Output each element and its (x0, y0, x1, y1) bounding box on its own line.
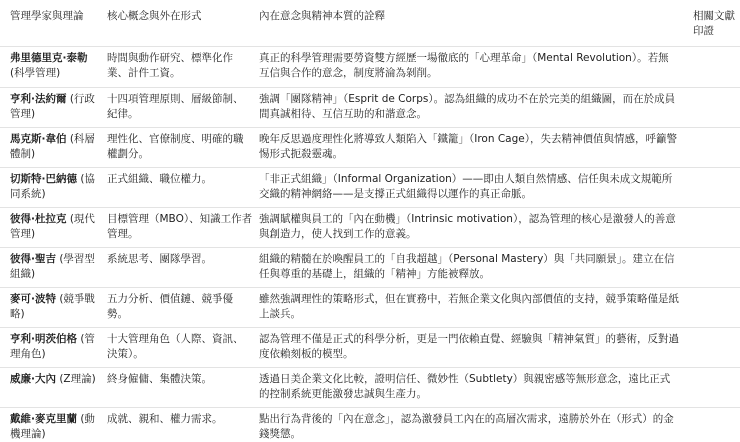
table-row (0, 367, 740, 408)
theory-label: (Z理論) (56, 373, 96, 385)
essence-cell: 認為管理不僅是正式的科學分析，更是一門依賴直覺、經驗與「精神氣質」的藝術，反對過度依賴刻板的模型。 (259, 333, 679, 360)
theorist-cell (10, 252, 98, 282)
concept-cell: 理性化、官僚制度、明確的職權劃分。 (107, 133, 244, 160)
concept-cell: 系統思考、團隊學習。 (107, 253, 212, 265)
essence-cell: 組織的精髓在於喚醒員工的「自我超越」（Personal Mastery）與「共同願景」。建立在信任與尊重的基礎上，組織的「精神」方能被釋放。 (259, 253, 675, 280)
essence-cell: 晚年反思過度理性化將導致人類陷入「鐵籠」（Iron Cage），失去精神價值與情感，呼籲警惕形式扼殺靈魂。 (259, 133, 677, 160)
concept-cell: 十四項管理原則、層級節制、紀律。 (107, 93, 244, 120)
theory-label: (科學管理) (10, 67, 61, 79)
concept-cell: 時間與動作研究、標準化作業、計件工資。 (107, 52, 233, 79)
theorist-name: 威廉·大內 (10, 373, 56, 385)
table-row (0, 167, 740, 208)
theorist-name: 麥可·波特 (10, 293, 56, 305)
header-references: 相關文獻印證 (693, 10, 735, 37)
theory-label: (學習型組織) (10, 253, 95, 280)
theorist-name: 弗里德里克·泰勒 (10, 52, 88, 64)
theorist-name: 彼得·杜拉克 (10, 213, 67, 225)
concept-cell: 成就、親和、權力需求。 (107, 413, 223, 425)
essence-cell: 雖然強調理性的策略形式，但在實務中，若無企業文化與內部價值的支持，競爭策略僅是紙上談兵。 (259, 293, 679, 320)
concept-cell: 終身僱傭、集體決策。 (107, 373, 212, 385)
concept-cell: 正式組織、職位權力。 (107, 173, 212, 185)
theorist-name: 戴維·麥克里蘭 (10, 413, 77, 425)
table-row (0, 287, 740, 328)
theorist-cell (10, 412, 98, 442)
theory-label: (現代管理) (10, 213, 95, 240)
theory-label: (競爭戰略) (10, 293, 95, 320)
theorist-cell (10, 292, 98, 322)
theorist-name: 彼得·聖吉 (10, 253, 56, 265)
essence-cell: 點出行為背後的「內在意念」，認為激發員工內在的高層次需求，遠勝於外在（形式）的金錢獎懲。 (259, 413, 674, 440)
table-row (0, 407, 740, 442)
table-row (0, 207, 740, 248)
concept-cell: 十大管理角色（人際、資訊、決策）。 (107, 333, 244, 360)
theory-label: (行政管理) (10, 93, 95, 120)
theorist-cell (10, 172, 98, 202)
header-concept: 核心概念與外在形式 (107, 10, 202, 22)
table-row (0, 46, 740, 88)
concept-cell: 目標管理（MBO）、知識工作者管理。 (107, 213, 253, 240)
concept-cell: 五力分析、價值鏈、競爭優勢。 (107, 293, 233, 320)
essence-cell: 強調賦權與員工的「內在動機」（Intrinsic motivation），認為管理的核心是激發人的善意與創造力，使人找到工作的意義。 (259, 213, 676, 240)
table-row (0, 247, 740, 288)
theorist-name: 亨利·法約爾 (10, 93, 67, 105)
essence-cell: 真正的科學管理需要勞資雙方經歷一場徹底的「心理革命」（Mental Revolution）。若無互信與合作的意念，制度將淪為剝削。 (259, 52, 669, 79)
essence-cell: 「非正式組織」（Informal Organization）——即由人類自然情感、信任與未成文規範所交織的精神網絡——是支撐正式組織得以運作的真正命脈。 (259, 173, 673, 200)
table-row (0, 327, 740, 368)
header-essence: 內在意念與精神本質的詮釋 (259, 10, 385, 22)
theory-label: (科層體制) (10, 133, 95, 160)
essence-cell: 強調「團隊精神」（Esprit de Corps）。認為組織的成功不在於完美的組織圖，而在於成員間真誠相待、互信互助的和諧意念。 (259, 93, 676, 120)
table-row (0, 127, 740, 168)
theorist-name: 切斯特·巴納德 (10, 173, 77, 185)
essence-cell: 透過日美企業文化比較，證明信任、微妙性（Subtlety）與親密感等無形意念，遠比正式的控制系統更能激發忠誠與生產力。 (259, 373, 671, 400)
theorist-cell (10, 132, 98, 162)
theory-label: (協同系統) (10, 173, 95, 200)
theory-label: (管理角色) (10, 333, 95, 360)
theorist-cell (10, 212, 98, 242)
theorist-name: 亨利·明茨伯格 (10, 333, 77, 345)
header-theorist: 管理學家與理論 (10, 10, 84, 22)
theorist-cell (10, 372, 98, 387)
theorist-cell (10, 332, 98, 362)
theorist-cell (10, 51, 98, 81)
theory-label: (動機理論) (10, 413, 95, 440)
table-row (0, 87, 740, 128)
theorist-name: 馬克斯·韋伯 (10, 133, 67, 145)
table-header (0, 0, 740, 47)
theorist-cell (10, 92, 98, 122)
